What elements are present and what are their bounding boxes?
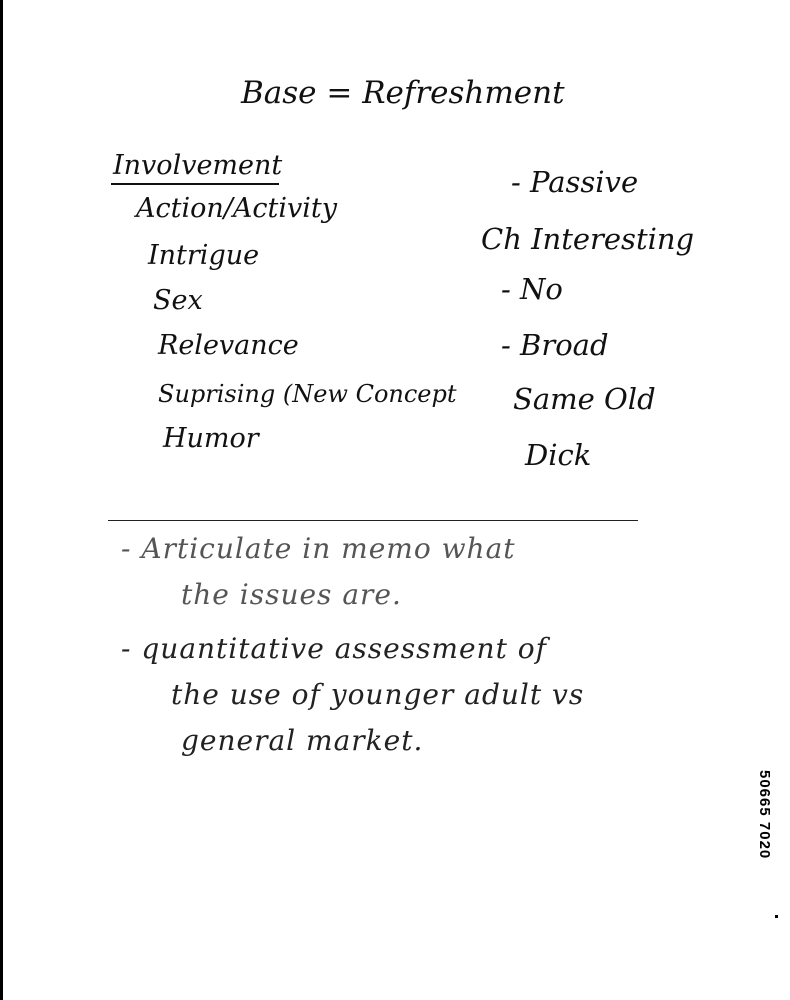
list-item-action-activity: Action/Activity: [136, 193, 337, 224]
list-item-relevance: Relevance: [158, 330, 299, 361]
list-item-sex: Sex: [153, 285, 203, 316]
note-line-3: - quantitative assessment of: [121, 632, 547, 665]
note-line-1: - Articulate in memo what: [121, 532, 516, 565]
list-item-humor: Humor: [163, 423, 259, 454]
right-item-dick: Dick: [525, 438, 592, 472]
document-number: 50665 7020: [756, 770, 773, 860]
right-item-passive: - Passive: [511, 165, 639, 199]
page-title: Base = Refreshment: [241, 75, 565, 111]
section-divider: [108, 520, 638, 521]
note-line-2: the issues are.: [181, 578, 402, 611]
right-item-interesting: Ch Interesting: [481, 222, 695, 256]
right-item-no: - No: [501, 272, 563, 306]
involvement-header: Involvement: [113, 150, 283, 181]
right-item-same-old: Same Old: [513, 382, 656, 416]
list-item-surprising: Suprising (New Concept: [158, 380, 457, 408]
right-item-broad: - Broad: [501, 328, 609, 362]
note-line-5: general market.: [181, 724, 424, 757]
header-underline: [111, 183, 279, 185]
scan-speck: [775, 915, 778, 918]
note-line-4: the use of younger adult vs: [171, 678, 585, 711]
list-item-intrigue: Intrigue: [148, 240, 260, 271]
